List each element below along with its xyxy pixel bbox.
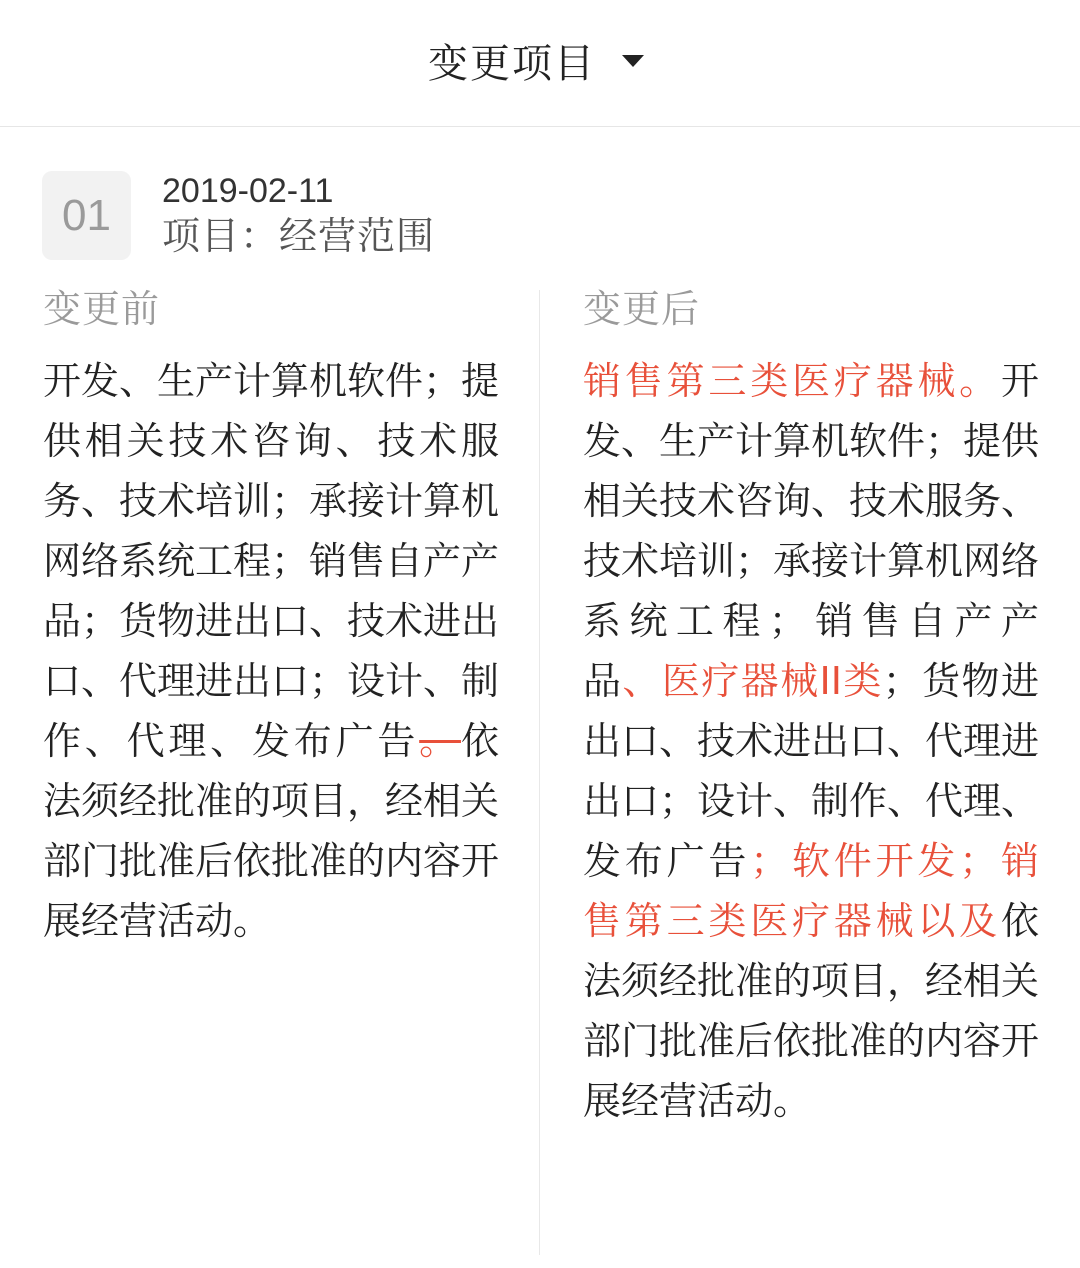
- after-added-text-2: 、医疗器械II类: [622, 659, 883, 703]
- top-bar: [0, 0, 1080, 127]
- column-divider: [539, 290, 540, 1255]
- entry-item-title: 项目：经营范围: [162, 214, 436, 258]
- after-added-text-1: 销售第三类医疗器械。: [583, 359, 1001, 403]
- before-label: 变更前: [43, 287, 161, 331]
- before-text-part-1: 开发、生产计算机软件；提供相关技术咨询、技术服务、技术培训；承接计算机网络系统工程；销售自产产品；货物进出口、技术进出口、代理进出口；设计、制作、代理、发布广告: [43, 359, 500, 763]
- entry-index-badge: 01: [42, 171, 131, 260]
- after-text-part-2: ；货物进出口、技术进出口、代理进出口；设计、制作、代理、发布广告: [583, 659, 1040, 883]
- before-text-part-2: 依法须经批准的项目，经相关部门批准后依批准的内容开展经营活动。: [43, 719, 500, 943]
- after-content: [583, 351, 1039, 1131]
- after-label: 变更后: [583, 287, 701, 331]
- caret-down-icon: [622, 55, 644, 67]
- before-deleted-text: 。: [419, 719, 461, 763]
- after-text-part-3: 依法须经批准的项目，经相关部门批准后依批准的内容开展经营活动。: [583, 899, 1040, 1123]
- dropdown-title: 变更项目: [428, 40, 596, 87]
- change-project-dropdown[interactable]: [428, 30, 644, 90]
- before-content: [43, 351, 499, 951]
- after-added-text-3: ；软件开发；销售第三类医疗器械以及: [583, 839, 1039, 943]
- after-text-part-1: 开发、生产计算机软件；提供相关技术咨询、技术服务、技术培训；承接计算机网络系统工程；销售自产产品: [583, 359, 1040, 703]
- entry-date: 2019-02-11: [162, 172, 334, 210]
